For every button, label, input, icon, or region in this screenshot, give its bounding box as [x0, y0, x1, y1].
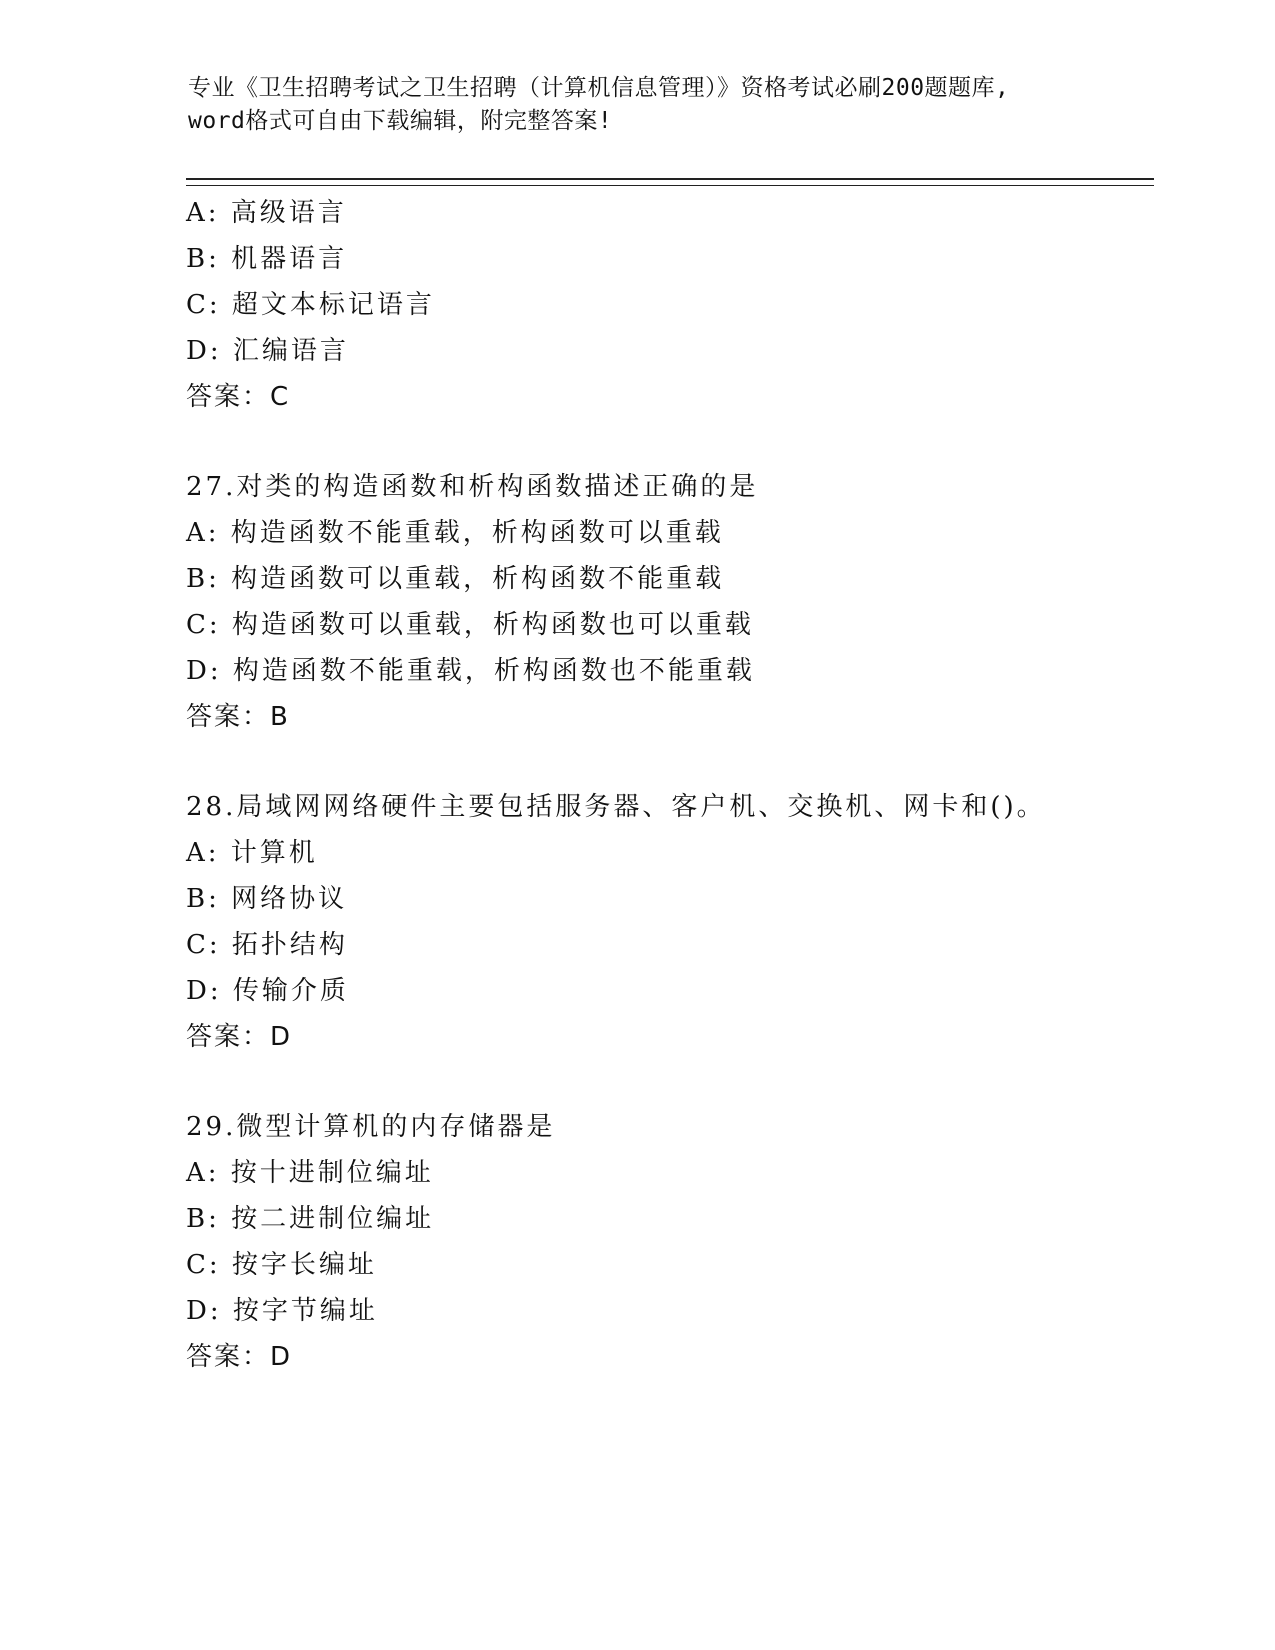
option-a: A: 按十进制位编址: [186, 1158, 434, 1188]
header-divider: [186, 178, 1154, 186]
option-d: D: 按字节编址: [186, 1296, 378, 1326]
question-block-27: [186, 464, 1146, 740]
option-b: B: 构造函数可以重载，析构函数不能重载: [186, 564, 725, 594]
question-text: 29.微型计算机的内存储器是: [186, 1112, 556, 1142]
block-spacer: [186, 1060, 1146, 1104]
option-c: C: 拓扑结构: [186, 930, 348, 960]
question-block-28: [186, 784, 1146, 1060]
answer-line: 答案：D: [186, 1022, 293, 1052]
header-line-2: word格式可自由下载编辑，附完整答案!: [188, 108, 613, 134]
option-a: A: 计算机: [186, 838, 318, 868]
option-b: B: 机器语言: [186, 244, 348, 274]
question-list: [186, 190, 1146, 1380]
option-d: D: 汇编语言: [186, 336, 349, 366]
option-a: A: 构造函数不能重载，析构函数可以重载: [186, 518, 724, 548]
option-b: B: 网络协议: [186, 884, 348, 914]
option-d: D: 构造函数不能重载，析构函数也不能重载: [186, 656, 755, 686]
answer-line: 答案：B: [186, 702, 290, 732]
option-c: C: 构造函数可以重载，析构函数也可以重载: [186, 610, 754, 640]
option-b: B: 按二进制位编址: [186, 1204, 435, 1234]
option-c: C: 超文本标记语言: [186, 290, 435, 320]
document-header: [188, 72, 1128, 138]
block-spacer: [186, 740, 1146, 784]
block-spacer: [186, 420, 1146, 464]
option-c: C: 按字长编址: [186, 1250, 377, 1280]
option-d: D: 传输介质: [186, 976, 349, 1006]
question-block-29: [186, 1104, 1146, 1380]
option-a: A: 高级语言: [186, 198, 347, 228]
question-block-26: [186, 190, 1146, 420]
answer-line: 答案：D: [186, 1342, 293, 1372]
answer-line: 答案：C: [186, 382, 291, 412]
question-text: 28.局域网网络硬件主要包括服务器、客户机、交换机、网卡和()。: [186, 792, 1046, 822]
question-text: 27.对类的构造函数和析构函数描述正确的是: [186, 472, 759, 502]
header-line-1: 专业《卫生招聘考试之卫生招聘（计算机信息管理）》资格考试必刷200题题库,: [188, 75, 1010, 101]
